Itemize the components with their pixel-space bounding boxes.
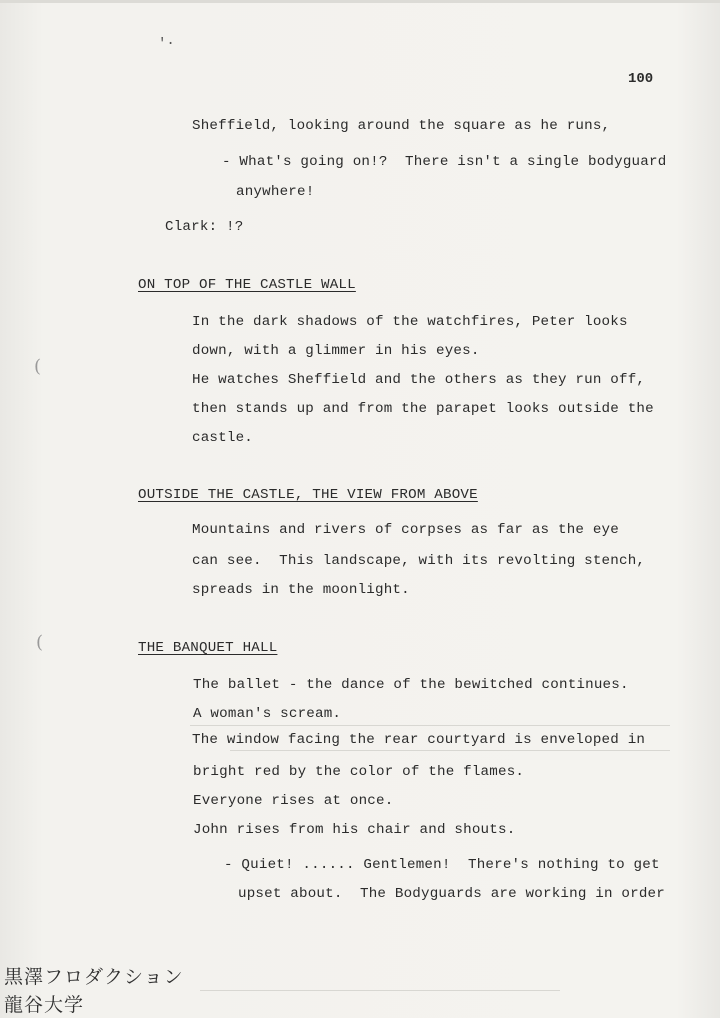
paper-edge bbox=[0, 0, 720, 3]
scene-heading: ON TOP OF THE CASTLE WALL bbox=[138, 277, 356, 293]
character-line: Clark: !? bbox=[165, 219, 244, 235]
ghost-text-strip bbox=[200, 990, 560, 991]
dialogue-line: - What's going on!? There isn't a single bodyguard bbox=[222, 154, 667, 170]
dialogue-line: anywhere! bbox=[236, 184, 315, 200]
ink-speck: '· bbox=[158, 36, 175, 52]
page-number: 100 bbox=[628, 71, 654, 87]
action-line: He watches Sheffield and the others as they run off, bbox=[192, 372, 646, 388]
action-line: bright red by the color of the flames. bbox=[193, 764, 525, 780]
action-line: The ballet - the dance of the bewitched continues. bbox=[193, 677, 629, 693]
action-line: The window facing the rear courtyard is enveloped in bbox=[192, 732, 646, 748]
scene-heading: OUTSIDE THE CASTLE, THE VIEW FROM ABOVE bbox=[138, 487, 478, 503]
margin-mark: ( bbox=[36, 632, 44, 653]
watermark-line-2: 龍谷大学 bbox=[4, 994, 85, 1016]
ghost-text-strip bbox=[190, 725, 670, 726]
action-line: In the dark shadows of the watchfires, Peter looks bbox=[192, 314, 628, 330]
dialogue-line: - Quiet! ...... Gentlemen! There's nothing to get bbox=[224, 857, 660, 873]
watermark-line-1: 黒澤フロダクション bbox=[4, 966, 184, 988]
scene-heading: THE BANQUET HALL bbox=[138, 640, 278, 656]
action-line: can see. This landscape, with its revolting stench, bbox=[192, 553, 646, 569]
action-line: Everyone rises at once. bbox=[193, 793, 394, 809]
action-line: down, with a glimmer in his eyes. bbox=[192, 343, 480, 359]
margin-mark: ( bbox=[34, 356, 42, 377]
action-line: castle. bbox=[192, 430, 253, 446]
action-line: then stands up and from the parapet looks outside the bbox=[192, 401, 654, 417]
action-line: Mountains and rivers of corpses as far as the eye bbox=[192, 522, 619, 538]
action-line: A woman's scream. bbox=[193, 706, 342, 722]
action-line: spreads in the moonlight. bbox=[192, 582, 410, 598]
action-line: John rises from his chair and shouts. bbox=[193, 822, 516, 838]
ghost-text-strip bbox=[230, 750, 670, 751]
action-line: Sheffield, looking around the square as he runs, bbox=[192, 118, 611, 134]
dialogue-line: upset about. The Bodyguards are working in order bbox=[238, 886, 665, 902]
